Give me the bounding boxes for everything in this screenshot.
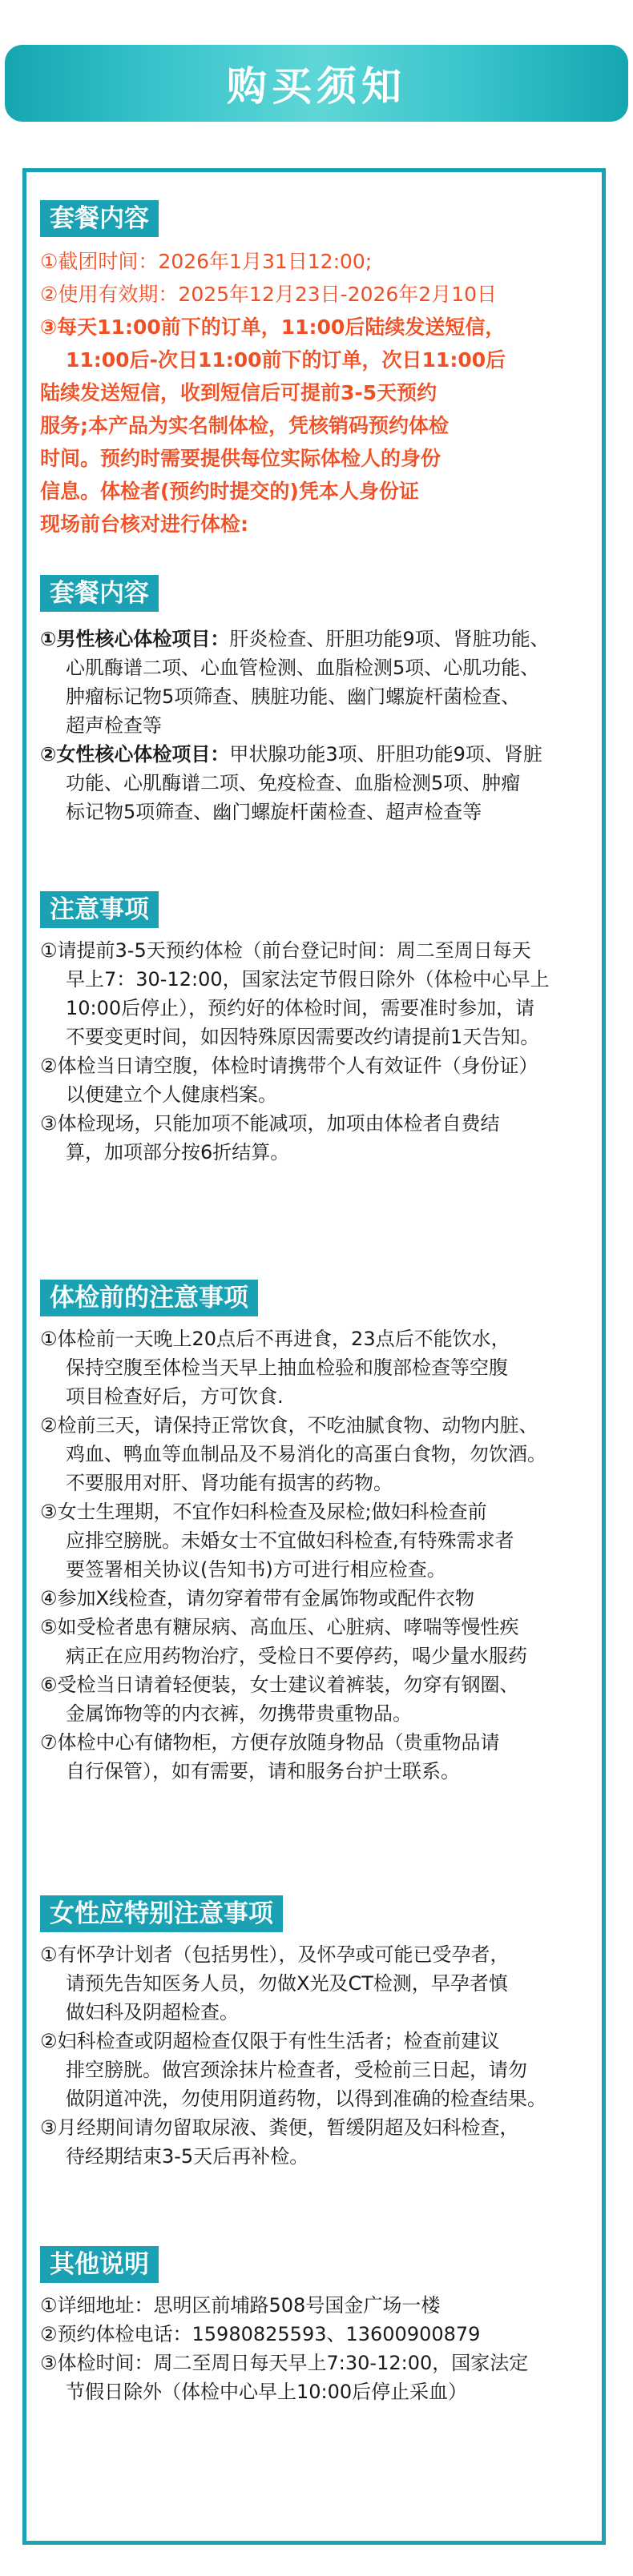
text-line: ②妇科检查或阴超检查仅限于有性生活者；检查前建议 bbox=[40, 2030, 500, 2052]
text-line: 超声检查等 bbox=[66, 714, 162, 737]
package-items-lines bbox=[40, 625, 598, 826]
text-line: 服务;本产品为实名制体检，凭核销码预约体检 bbox=[40, 414, 449, 437]
text-line: 项目检查好后，方可饮食. bbox=[66, 1385, 284, 1408]
section-notes bbox=[40, 891, 598, 1167]
text-line: ①请提前3-5天预约体检（前台登记时间：周二至周日每天 bbox=[40, 939, 531, 962]
section-pre-exam-notes bbox=[40, 1280, 598, 1786]
text-line: ①体检前一天晚上20点后不再进食，23点后不能饮水， bbox=[40, 1328, 510, 1350]
text-line: 鸡血、鸭血等血制品及不易消化的高蛋白食物，勿饮酒。 bbox=[66, 1443, 546, 1465]
pre-exam-lines bbox=[40, 1324, 598, 1786]
male-items-label: ①男性核心体检项目： bbox=[40, 628, 230, 650]
text-line: ⑦体检中心有储物柜，方便存放随身物品（贵重物品请 bbox=[40, 1731, 500, 1754]
text-line: ①截团时间：2026年1月31日12:00; bbox=[40, 250, 373, 273]
female-items-label: ②女性核心体检项目： bbox=[40, 743, 230, 766]
text-line: 自行保管），如有需要，请和服务台护士联系。 bbox=[66, 1760, 460, 1782]
female-notes-lines bbox=[40, 1940, 598, 2171]
text-line: 11:00后-次日11:00前下的订单，次日11:00后 bbox=[66, 348, 506, 372]
section-title: 注意事项 bbox=[40, 891, 159, 928]
text-line: 不要服用对肝、肾功能有损害的药物。 bbox=[66, 1472, 393, 1494]
text-line: ③体检时间：周二至周日每天早上7:30-12:00，国家法定 bbox=[40, 2352, 529, 2374]
text-line: 早上7：30-12:00，国家法定节假日除外（体检中心早上 bbox=[66, 968, 550, 991]
section-title: 套餐内容 bbox=[40, 575, 159, 612]
text-line: 保持空腹至体检当天早上抽血检验和腹部检查等空腹 bbox=[66, 1356, 508, 1379]
text-line: 节假日除外（体检中心早上10:00后停止采血） bbox=[66, 2381, 468, 2403]
text-line: ③体检现场，只能加项不能减项，加项由体检者自费结 bbox=[40, 1112, 500, 1135]
text-line: ④参加X线检查，请勿穿着带有金属饰物或配件衣物 bbox=[40, 1587, 474, 1609]
text-line: ①有怀孕计划者（包括男性），及怀孕或可能已受孕者， bbox=[40, 1943, 510, 1966]
text-line: 要签署相关协议(告知书)方可进行相应检查。 bbox=[66, 1558, 446, 1581]
text-line: 请预先告知医务人员，勿做X光及CT检测，早孕者慎 bbox=[66, 1972, 508, 1995]
section-title: 体检前的注意事项 bbox=[40, 1280, 258, 1316]
text-line: ②预约体检电话：15980825593、13600900879 bbox=[40, 2323, 481, 2345]
text-line: 功能、心肌酶谱二项、免疫检查、血脂检测5项、肿瘤 bbox=[66, 772, 521, 794]
text-line: ③月经期间请勿留取尿液、粪便，暂缓阴超及妇科检查， bbox=[40, 2116, 519, 2139]
text-line: 以便建立个人健康档案。 bbox=[66, 1083, 277, 1106]
package-info-lines bbox=[40, 245, 598, 541]
text-line: ⑤如受检者患有糖尿病、高血压、心脏病、哮喘等慢性疾 bbox=[40, 1616, 519, 1638]
male-items-text: 肝炎检查、肝胆功能9项、肾脏功能、 bbox=[229, 628, 550, 650]
text-line: ③女士生理期，不宜作妇科检查及尿检;做妇科检查前 bbox=[40, 1501, 487, 1523]
header-banner bbox=[5, 45, 628, 122]
page-title: 购买须知 bbox=[227, 63, 406, 110]
text-line: ①详细地址：思明区前埔路508号国金广场一楼 bbox=[40, 2294, 441, 2317]
section-package-info bbox=[40, 200, 598, 541]
text-line: ②体检当日请空腹，体检时请携带个人有效证件（身份证） bbox=[40, 1055, 538, 1077]
text-line: 病正在应用药物治疗，受检日不要停药，喝少量水服药 bbox=[66, 1645, 527, 1667]
section-female-notes bbox=[40, 1895, 598, 2171]
section-title: 其他说明 bbox=[40, 2246, 159, 2283]
notes-lines bbox=[40, 936, 598, 1167]
text-line: 陆续发送短信，收到短信后可提前3-5天预约 bbox=[40, 381, 437, 404]
text-line: 心肌酶谱二项、心血管检测、血脂检测5项、心肌功能、 bbox=[66, 657, 540, 679]
text-line: 算，加项部分按6折结算。 bbox=[66, 1141, 290, 1163]
text-line: 做阴道冲洗，勿使用阴道药物，以得到准确的检查结果。 bbox=[66, 2088, 546, 2110]
section-package-items bbox=[40, 575, 598, 826]
section-other-info bbox=[40, 2246, 598, 2406]
text-line: 现场前台核对进行体检: bbox=[40, 512, 248, 536]
section-title: 女性应特别注意事项 bbox=[40, 1895, 283, 1932]
text-line: 金属饰物等的内衣裤，勿携带贵重物品。 bbox=[66, 1702, 412, 1725]
text-line: 肿瘤标记物5项筛查、胰脏功能、幽门螺旋杆菌检查、 bbox=[66, 685, 521, 708]
text-line: ③每天11:00前下的订单，11:00后陆续发送短信， bbox=[40, 315, 506, 339]
text-line: 10:00后停止），预约好的体检时间，需要准时参加，请 bbox=[66, 997, 535, 1019]
section-title: 套餐内容 bbox=[40, 200, 159, 237]
text-line: 应排空膀胱。未婚女士不宜做妇科检查,有特殊需求者 bbox=[66, 1529, 514, 1552]
other-info-lines bbox=[40, 2291, 598, 2406]
text-line: 标记物5项筛查、幽门螺旋杆菌检查、超声检查等 bbox=[66, 801, 482, 823]
text-line: 排空膀胱。做宫颈涂抹片检查者，受检前三日起，请勿 bbox=[66, 2059, 527, 2081]
text-line: ⑥受检当日请着轻便装，女士建议着裤装，勿穿有钢圈、 bbox=[40, 1674, 519, 1696]
text-line bbox=[40, 740, 598, 769]
text-line bbox=[40, 625, 598, 653]
text-line: 信息。体检者(预约时提交的)凭本人身份证 bbox=[40, 480, 419, 503]
female-items-text: 甲状腺功能3项、肝胆功能9项、肾脏 bbox=[229, 743, 542, 766]
text-line: 时间。预约时需要提供每位实际体检人的身份 bbox=[40, 447, 441, 470]
text-line: 不要变更时间，如因特殊原因需要改约请提前1天告知。 bbox=[66, 1026, 540, 1048]
text-line: ②使用有效期：2025年12月23日-2026年2月10日 bbox=[40, 283, 498, 306]
text-line: ②检前三天，请保持正常饮食，不吃油腻食物、动物内脏、 bbox=[40, 1414, 538, 1437]
text-line: 做妇科及阴超检查。 bbox=[66, 2001, 239, 2023]
text-line: 待经期结束3-5天后再补检。 bbox=[66, 2145, 309, 2168]
